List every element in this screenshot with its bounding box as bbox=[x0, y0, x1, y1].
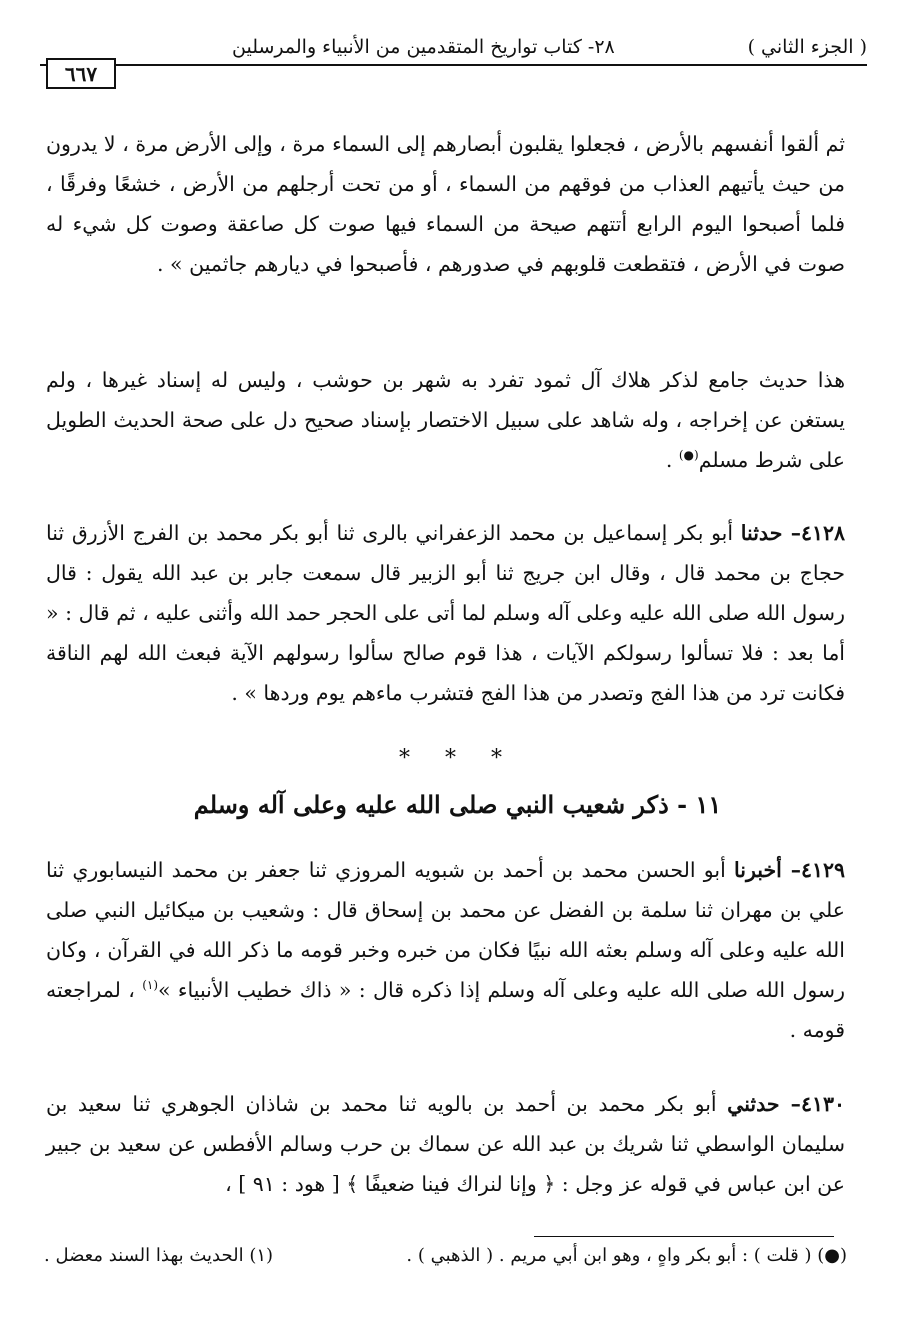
paragraph-text bbox=[46, 850, 845, 1050]
paragraph-text: ثم ألقوا أنفسهم بالأرض ، فجعلوا يقلبون أبصارهم إلى السماء مرة ، وإلى الأرض مرة ، لا يدرون من حيث يأتيهم العذاب من فوقهم من السماء ، أو من تحت أرجلهم من الأرض ، خشعًا وفرقًا ، فلما أصبحوا اليوم الرابع أتتهم صيحة من السماء فيها صوت كل صاعقة وصوت كل شيء له صوت في الأرض ، فتقطعت قلوبهم في صدورهم ، فأصبحوا في ديارهم جاثمين » . bbox=[46, 132, 845, 276]
hadith-text: أبو بكر إسماعيل بن محمد الزعفراني بالرى ثنا أبو بكر محمد بن الفرج الأزرق ثنا حجاج بن محمد قال ، وقال ابن جريج ثنا أبو الزبير قال سمعت جابر بن عبد الله يقول : قال رسول الله صلى الله عليه وعلى آله وسلم لما أتى على الحجر حمد الله وأثنى عليه ، ثم قال : « أما بعد : فلا تسألوا رسولكم الآيات ، هذا قوم صالح سألوا رسولهم الآية فبعث الله لهم الناقة فكانت ترد من هذا الفج وتصدر من هذا الفج فتشرب ماءهم يوم وردها » . bbox=[46, 521, 845, 705]
footnote-marker-star: (●) bbox=[678, 448, 699, 463]
paragraph-text bbox=[46, 513, 845, 713]
hadith-text: أبو الحسن محمد بن أحمد بن شبويه المروزي ثنا جعفر بن محمد النيسابوري ثنا علي بن مهران ثنا سلمة بن الفضل عن محمد بن إسحاق قال : وشعيب بن ميكائيل النبي صلى الله عليه وعلى آله وسلم بعثه الله نبيًا فكان من خبره وخبر قومه ما ذكر الله في القرآن ، وكان رسول الله صلى الله عليه وعلى آله وسلم إذا ذكره قال : « ذاك خطيب الأنبياء » bbox=[46, 858, 845, 1002]
section-separator: * * * bbox=[399, 746, 516, 771]
section-heading: ١١ - ذكر شعيب النبي صلى الله عليه وعلى آله وسلم bbox=[193, 790, 722, 819]
header-divider bbox=[40, 64, 867, 66]
hadith-lead-word: – حدثني bbox=[727, 1092, 801, 1116]
paragraph-text bbox=[46, 360, 845, 480]
footnote-marker-one: (١) bbox=[142, 978, 159, 993]
footnote-star: (●) ( قلت ) : أبو بكر واهٍ ، وهو ابن أبي مريم . ( الذهبي ) . bbox=[406, 1245, 847, 1266]
commentary-end: . bbox=[665, 448, 679, 472]
paragraph-text bbox=[46, 1084, 845, 1204]
paragraph-commentary bbox=[46, 360, 845, 480]
hadith-lead-word: – حدثنا bbox=[740, 521, 801, 545]
footnotes bbox=[44, 1245, 847, 1266]
hadith-number: ٤١٢٩ bbox=[800, 858, 845, 882]
hadith-lead-word: – أخبرنا bbox=[734, 858, 801, 882]
hadith-text-end: ، لمراجعته قومه . bbox=[46, 978, 845, 1042]
paragraph-continuation bbox=[46, 124, 845, 284]
hadith-4128 bbox=[46, 513, 845, 713]
hadith-text: أبو بكر محمد بن أحمد بن بالويه ثنا محمد بن شاذان الجوهري ثنا سعيد بن سليمان الواسطي ثنا شريك بن عبد الله عن سماك بن حرب وسالم الأفطس عن سعيد بن جبير عن ابن عباس في قوله عز وجل : ﴿ وإنا لنراك فينا ضعيفًا ﴾ [ هود : ٩١ ] ، bbox=[46, 1092, 845, 1196]
hadith-4130 bbox=[46, 1084, 845, 1204]
hadith-number: ٤١٢٨ bbox=[800, 521, 845, 545]
header-book-title: ٢٨- كتاب تواريخ المتقدمين من الأنبياء والمرسلين bbox=[232, 36, 615, 58]
hadith-4129 bbox=[46, 850, 845, 1050]
hadith-number: ٤١٣٠ bbox=[800, 1092, 845, 1116]
page-number: ٦٦٧ bbox=[46, 58, 116, 89]
footnote-one: (١) الحديث بهذا السند معضل . bbox=[44, 1245, 274, 1266]
footnote-divider bbox=[534, 1236, 834, 1237]
header-part-label: ( الجزء الثاني ) bbox=[747, 36, 867, 58]
commentary-text: هذا حديث جامع لذكر هلاك آل ثمود تفرد به شهر بن حوشب ، وليس له إسناد غيرها ، ولم يستغن عن إخراجه ، وله شاهد على سبيل الاختصار بإسناد صحيح دل على صحة الحديث الطويل على شرط مسلم bbox=[46, 368, 845, 472]
